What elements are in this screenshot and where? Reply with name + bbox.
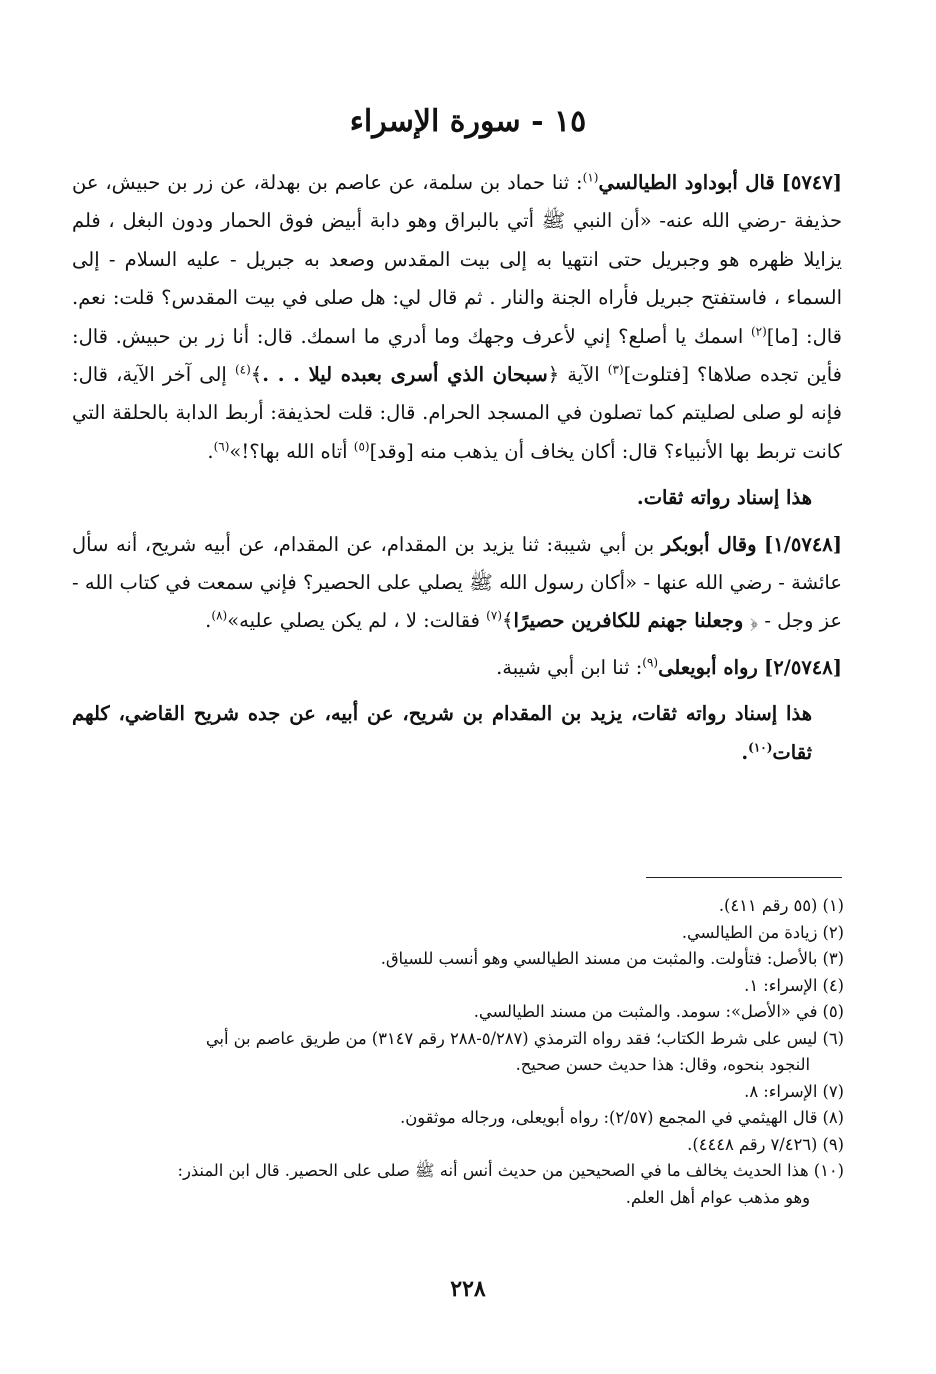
footnote-continuation: النجود بنحوه، وقال: هذا حديث حسن صحيح.: [515, 1055, 810, 1074]
footnote-marker[interactable]: (٤): [234, 362, 251, 377]
footnote: (٤) الإسراء: ١.: [744, 975, 844, 995]
footnote-marker[interactable]: (٧): [486, 608, 502, 623]
footnote: (٢) زيادة من الطيالسي.: [681, 922, 844, 942]
quran-verse: وجعلنا جهنم للكافرين حصيرًا: [513, 609, 751, 633]
punctuation: .: [207, 439, 214, 463]
footnote-continuation: وهو مذهب عوام أهل العلم.: [625, 1187, 810, 1207]
hadith-text: : ثنا ابن أبي شيبة.: [496, 655, 643, 679]
footnote: (٣) بالأصل: فتأولت. والمثبت من مسند الطيالسي وهو أنسب للسياق.: [380, 949, 844, 968]
hadith-text: اسمك يا أصلع؟ إني لأعرف وجهك وما أدري ما اسمك. قال: أنا زر بن حبيش. قال: فأين تجده صلاها؟ [فتلوت]: [72, 324, 842, 387]
hadith-text: إلى آخر الآية، قال: فإنه لو صلى لصليتم كما تصلون في المسجد الحرام. قال: قلت لحذيفة: أربط الدابة بالحلقة التي كانت تربط بها الأنبياء؟ قال: أكان يخاف أن يذهب منه [وقد]: [72, 363, 842, 463]
footnote-marker[interactable]: (٢): [750, 324, 767, 339]
narrator: رواه أبويعلى: [658, 655, 758, 679]
footnote-marker[interactable]: (١٠): [748, 740, 773, 755]
hadith-text: ﴾: [250, 363, 263, 387]
main-text: [72, 164, 842, 772]
hadith-ref: [٥٧٤٧]: [781, 171, 842, 194]
footnote: (٩) (٧/٤٢٦ رقم ٤٤٤٨).: [687, 1134, 844, 1154]
hadith-text: فقالت: لا ، لم يكن يصلي عليه»: [227, 609, 487, 633]
footnote-divider: [646, 877, 842, 878]
hadith-text: ﴾: [502, 609, 514, 633]
hadith-text: بن أبي شيبة: ثنا يزيد بن المقدام، عن المقدام، عن أبيه شريح، أنه سأل عائشة - رضي الله عنها - «أكان رسول الله ﷺ يصلي على الحصير؟ فإني سمعت في كتاب الله - عز وجل - ﴿: [72, 532, 842, 633]
footnote: (١) (٥٥ رقم ٤١١).: [718, 896, 844, 915]
footnote: (٧) الإسراء: ٨.: [744, 1081, 844, 1101]
footnote-marker[interactable]: (٣): [607, 362, 624, 377]
footnotes: [72, 893, 844, 1211]
footnote-marker[interactable]: (٥): [353, 439, 370, 454]
footnote-marker[interactable]: (٨): [211, 608, 228, 623]
footnote-marker[interactable]: (٩): [642, 655, 659, 670]
punctuation: .: [741, 740, 749, 764]
footnote-marker[interactable]: (١): [582, 170, 599, 185]
narrator: وقال أبوبكر: [661, 532, 757, 556]
quran-verse: سبحان الذي أسرى بعبده ليلا . . .: [262, 363, 548, 387]
grading-text: هذا إسناد رواته ثقات، يزيد بن المقدام بن شريح، عن أبيه، عن جده شريح القاضي، كلهم ثقات: [72, 702, 812, 764]
punctuation: .: [205, 609, 212, 633]
hadith-text: الآية ﴿: [547, 363, 608, 387]
surah-title: ١٥ - سورة الإسراء: [349, 104, 587, 139]
footnote: (٥) في «الأصل»: سومد. والمثبت من مسند الطيالسي.: [473, 1002, 844, 1021]
hadith-ref: [١/٥٧٤٨]: [764, 532, 843, 556]
footnote: (٨) قال الهيثمي في المجمع (٢/٥٧): رواه أبويعلى، ورجاله موثقون.: [400, 1108, 844, 1127]
grading: هذا إسناد رواته ثقات.: [636, 486, 812, 510]
grading: [72, 695, 842, 772]
hadith-5748-2: [72, 649, 842, 687]
footnote: (١٠) هذا الحديث يخالف ما في الصحيحين من حديث أنس أنه ﷺ صلى على الحصير. قال ابن المنذر:: [177, 1161, 844, 1180]
hadith-text: : ثنا حماد بن سلمة، عن عاصم بن بهدلة، عن زر بن حبيش، عن حذيفة -رضي الله عنه- «أن النبي ﷺ أتي بالبراق وهو دابة أبيض فوق الحمار ودون البغل ، فلم يزايلا ظهره هو وجبريل حتى انتهيا به إلى بيت المقدس وصعد به جبريل - عليه السلام - إلى السماء ، فاستفتح جبريل فأراه الجنة والنار . ثم قال لي: هل صلى في بيت المقدس؟ قلت: نعم. قال: [ما]: [72, 171, 842, 348]
footnote: (٦) ليس على شرط الكتاب؛ فقد رواه الترمذي (٥/٢٨٧-٢٨٨ رقم ٣١٤٧) من طريق عاصم بن أبي: [205, 1028, 844, 1048]
narrator: قال أبوداود الطيالسي: [598, 171, 775, 194]
hadith-5748-1: [72, 526, 842, 641]
hadith-5747: [72, 164, 842, 471]
footnote-marker[interactable]: (٦): [213, 439, 230, 454]
hadith-ref: [٢/٥٧٤٨]: [764, 655, 842, 679]
hadith-text: أتاه الله بها؟!»: [229, 439, 354, 463]
page-number: ٢٢٨: [450, 1276, 486, 1302]
